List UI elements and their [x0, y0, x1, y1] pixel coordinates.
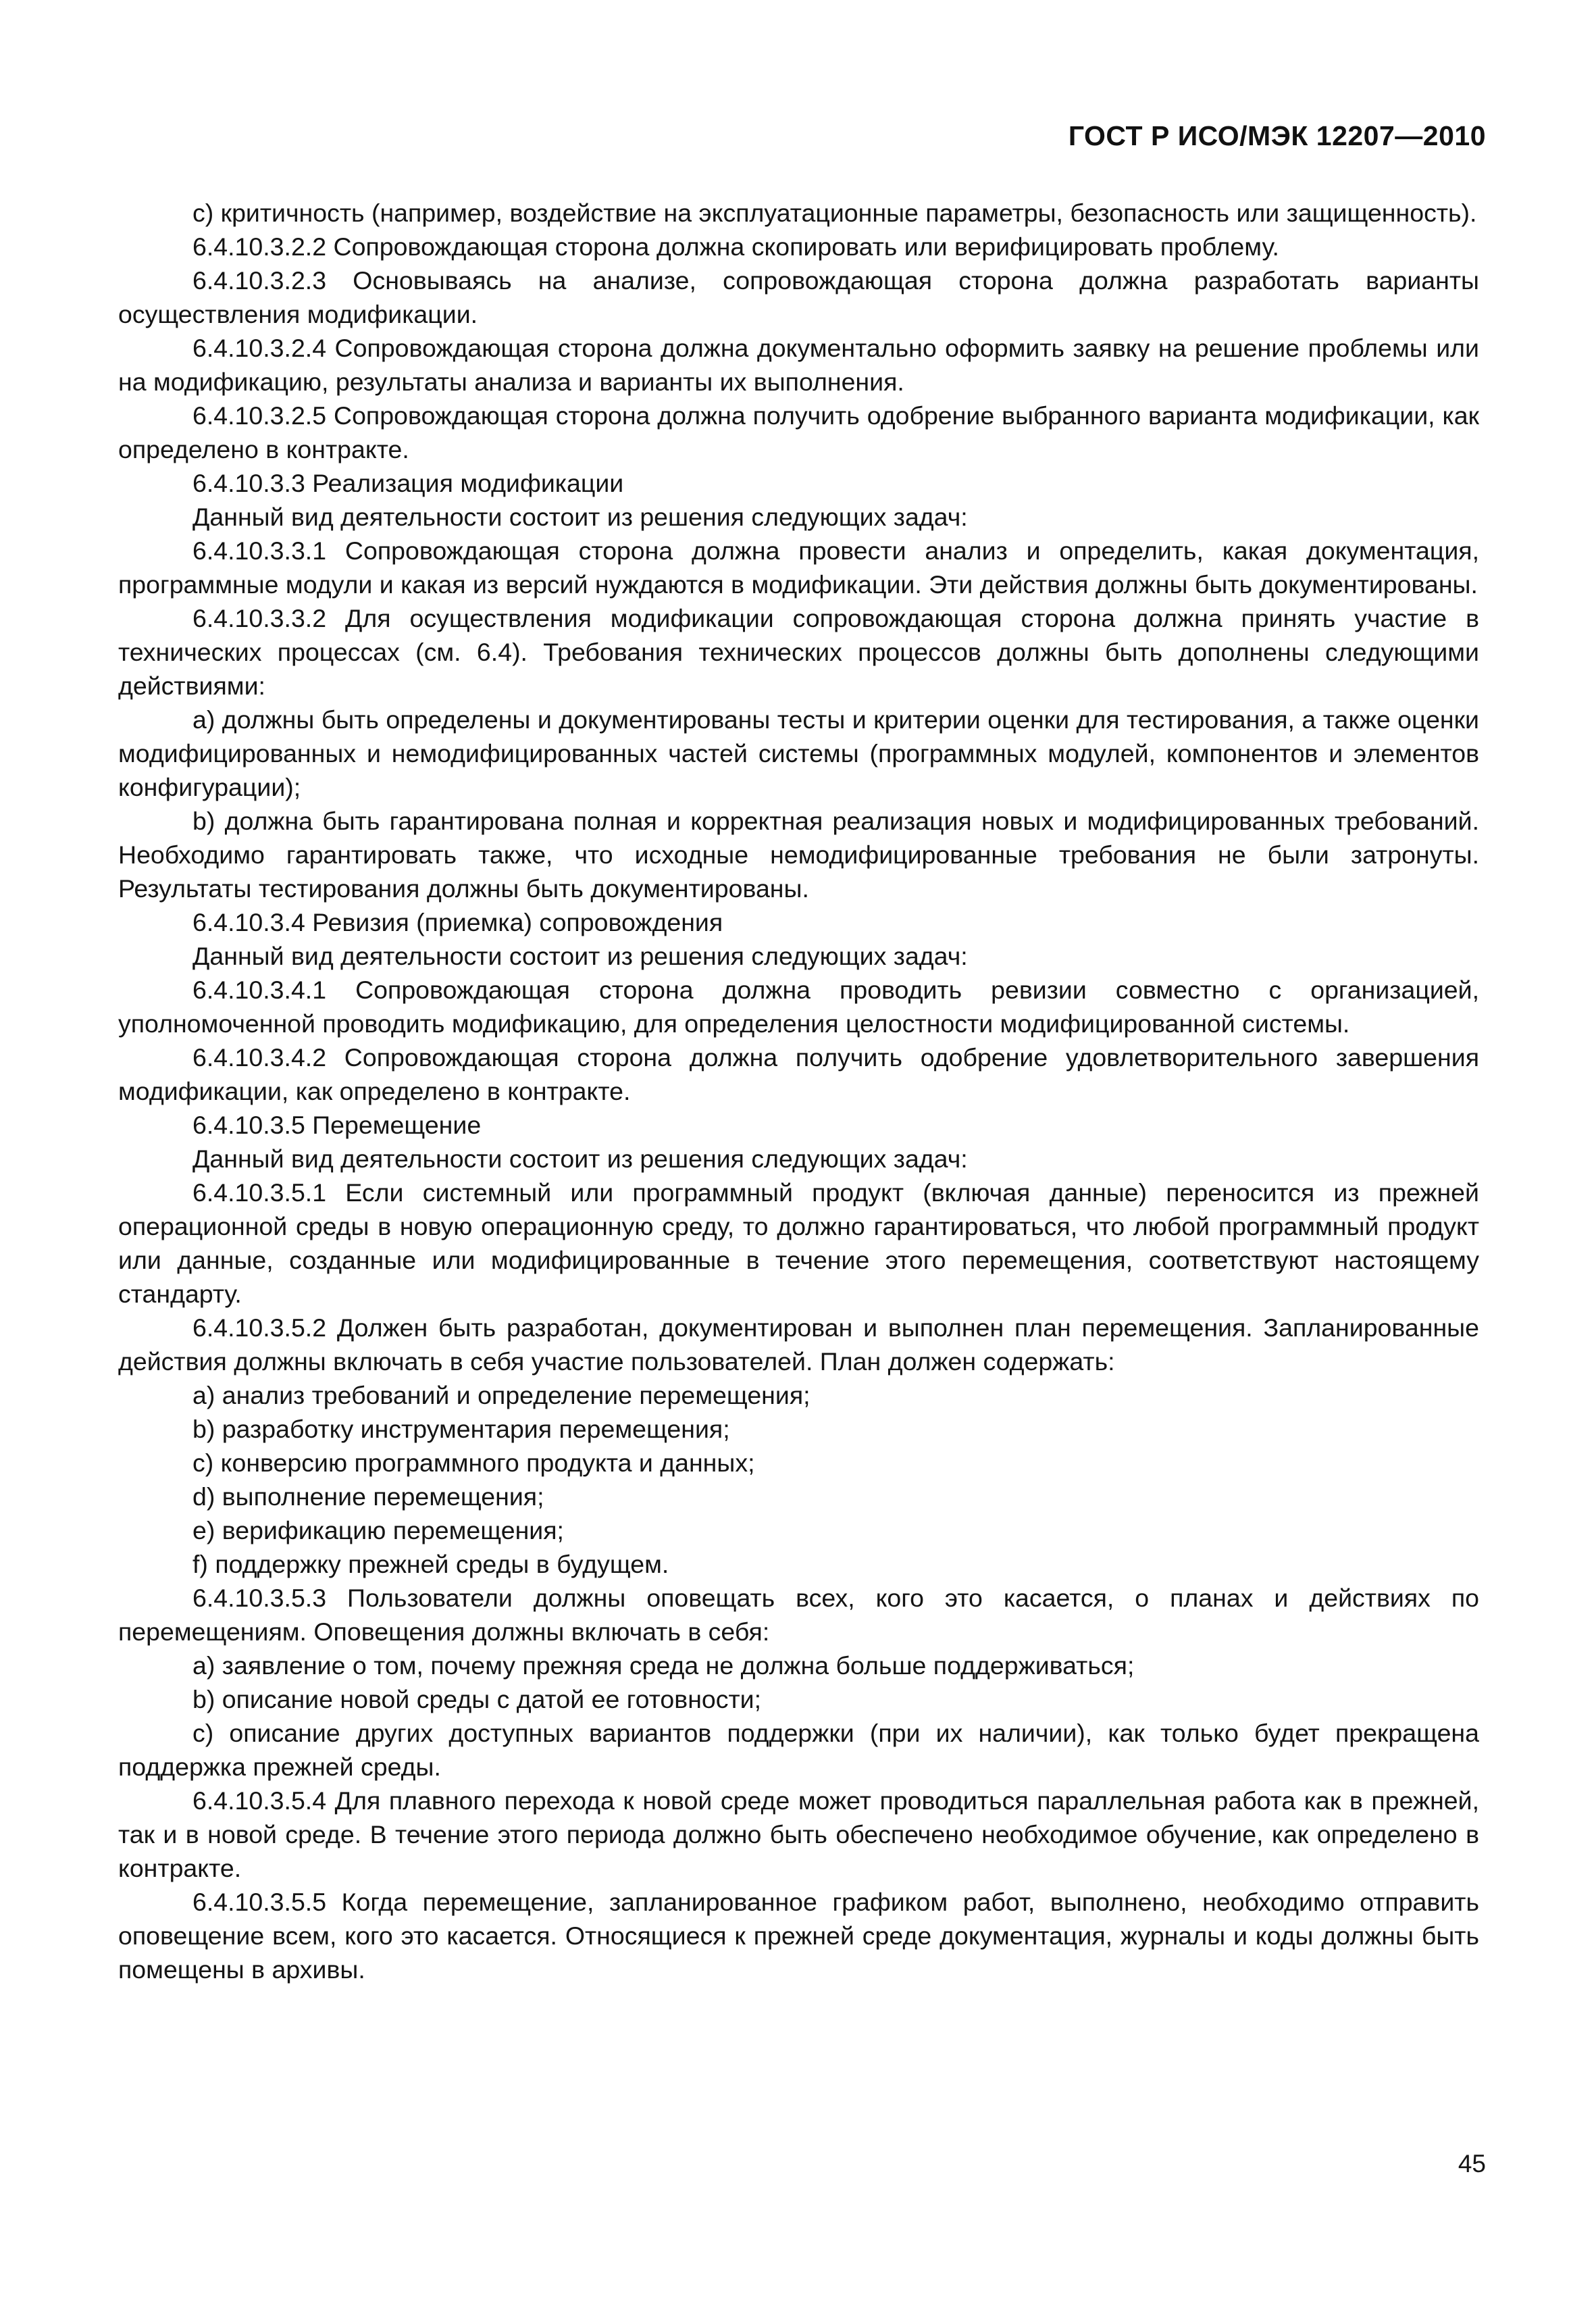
paragraph: 6.4.10.3.5.2 Должен быть разработан, документирован и выполнен план перемещения. Запланированные действия должны включать в себя участие пользователей. План должен содержать: — [118, 1313, 1479, 1376]
page-number: 45 — [1458, 2150, 1486, 2178]
paragraph: 6.4.10.3.4 Ревизия (приемка) сопровождения — [192, 908, 723, 936]
paragraph: f) поддержку прежней среды в будущем. — [192, 1550, 669, 1578]
paragraph: 6.4.10.3.5.3 Пользователи должны оповещать всех, кого это касается, о планах и действиях по перемещениям. Оповещения должны включать в себя: — [118, 1584, 1479, 1646]
paragraph: 6.4.10.3.5.1 Если системный или программный продукт (включая данные) переносится из прежней операционной среды в новую операционную среду, то должно гарантироваться, что любой программный продукт или данные, созданные или модифицированные в течение этого перемещения, соответствуют настоящему стандарту. — [118, 1178, 1479, 1308]
paragraph: 6.4.10.3.2.2 Сопровождающая сторона должна скопировать или верифицировать проблему. — [192, 232, 1279, 261]
paragraph: a) анализ требований и определение перемещения; — [192, 1381, 810, 1409]
standard-header: ГОСТ Р ИСО/МЭК 12207—2010 — [1068, 120, 1486, 151]
paragraph: c) описание других доступных вариантов поддержки (при их наличии), как только будет прекращена поддержка прежней среды. — [118, 1719, 1479, 1781]
paragraph: 6.4.10.3.5 Перемещение — [192, 1111, 482, 1139]
paragraph: 6.4.10.3.3.2 Для осуществления модификации сопровождающая сторона должна принять участие в технических процессах (см. 6.4). Требования технических процессов должны быть дополнены следующими действиями: — [118, 604, 1479, 700]
paragraph: 6.4.10.3.2.5 Сопровождающая сторона должна получить одобрение выбранного варианта модификации, как определено в контракте. — [118, 401, 1479, 463]
paragraph: b) описание новой среды с датой ее готовности; — [192, 1685, 762, 1713]
paragraph: b) должна быть гарантирована полная и корректная реализация новых и модифицированных требований. Необходимо гарантировать также, что исходные немодифицированные требования не были затронуты. Результаты тестирования должны быть документированы. — [118, 807, 1479, 903]
paragraph: 6.4.10.3.4.2 Сопровождающая сторона должна получить одобрение удовлетворительного завершения модификации, как определено в контракте. — [118, 1043, 1479, 1105]
paragraph: 6.4.10.3.2.3 Основываясь на анализе, сопровождающая сторона должна разработать варианты осуществления модификации. — [118, 266, 1479, 328]
paragraph: 6.4.10.3.5.5 Когда перемещение, запланированное графиком работ, выполнено, необходимо отправить оповещение всем, кого это касается. Относящиеся к прежней среде документация, журналы и коды должны быть помещены в архивы. — [118, 1888, 1479, 1984]
paragraph: 6.4.10.3.3.1 Сопровождающая сторона должна провести анализ и определить, какая документация, программные модули и какая из версий нуждаются в модификации. Эти действия должны быть документированы. — [118, 536, 1479, 599]
document-body — [118, 196, 1479, 1986]
paragraph: a) должны быть определены и документированы тесты и критерии оценки для тестирования, а также оценки модифицированных и немодифицированных частей системы (программных модулей, компонентов и элементов конфигурации); — [118, 705, 1479, 801]
paragraph: b) разработку инструментария перемещения; — [192, 1415, 730, 1443]
paragraph: e) верификацию перемещения; — [192, 1516, 564, 1544]
paragraph: 6.4.10.3.4.1 Сопровождающая сторона должна проводить ревизии совместно с организацией, уполномоченной проводить модификацию, для определения целостности модифицированной системы. — [118, 976, 1479, 1038]
paragraph: Данный вид деятельности состоит из решения следующих задач: — [192, 942, 968, 970]
paragraph: Данный вид деятельности состоит из решения следующих задач: — [192, 1145, 968, 1173]
paragraph: c) конверсию программного продукта и данных; — [192, 1449, 755, 1477]
paragraph: c) критичность (например, воздействие на эксплуатационные параметры, безопасность или защищенность). — [192, 199, 1477, 227]
paragraph: d) выполнение перемещения; — [192, 1482, 544, 1511]
paragraph: 6.4.10.3.5.4 Для плавного перехода к новой среде может проводиться параллельная работа как в прежней, так и в новой среде. В течение этого периода должно быть обеспечено необходимое обучение, как определено в контракте. — [118, 1786, 1479, 1882]
paragraph: 6.4.10.3.2.4 Сопровождающая сторона должна документально оформить заявку на решение проблемы или на модификацию, результаты анализа и варианты их выполнения. — [118, 334, 1479, 396]
paragraph: a) заявление о том, почему прежняя среда не должна больше поддерживаться; — [192, 1651, 1135, 1680]
paragraph: Данный вид деятельности состоит из решения следующих задач: — [192, 503, 968, 531]
paragraph: 6.4.10.3.3 Реализация модификации — [192, 469, 624, 497]
